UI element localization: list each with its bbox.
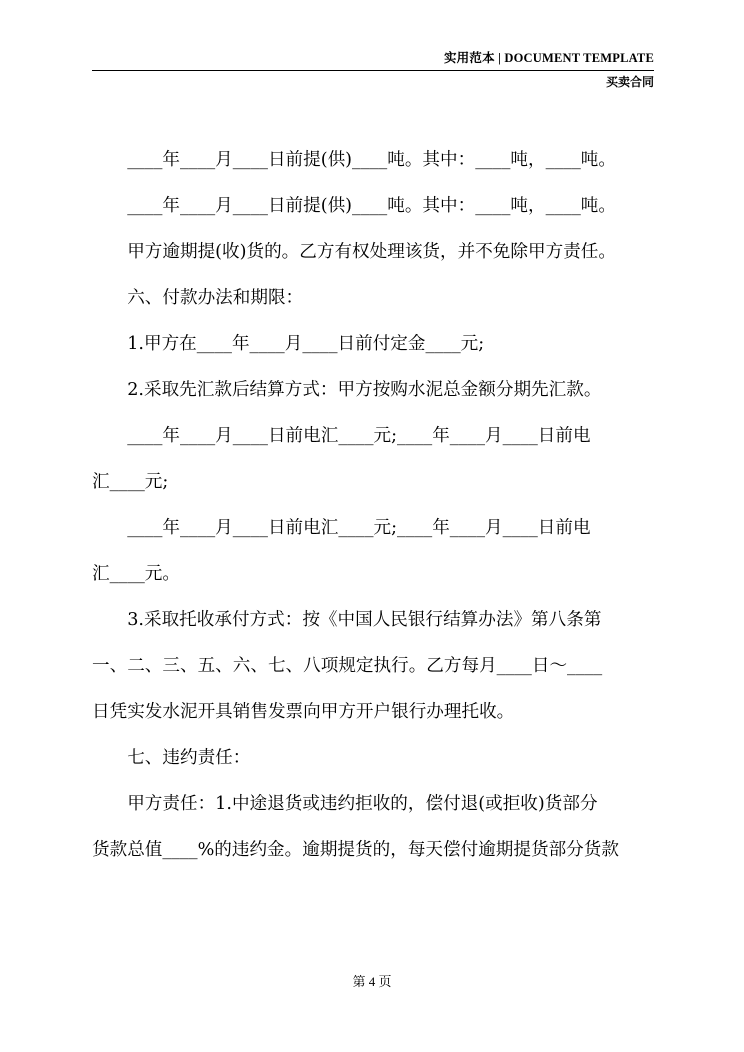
body-line: 日凭实发水泥开具销售发票向甲方开户银行办理托收。	[92, 702, 515, 722]
document-body	[92, 137, 656, 873]
body-line: ____年____月____日前提(供)____吨。其中：____吨，____吨。	[92, 150, 616, 170]
body-line: 1.甲方在____年____月____日前付定金____元;	[92, 334, 485, 354]
header-divider	[92, 70, 654, 71]
body-line: ____年____月____日前电汇____元;____年____月____日前电	[92, 426, 591, 446]
section-heading-liability: 七、违约责任：	[92, 748, 251, 768]
body-line: 2.采取先汇款后结算方式：甲方按购水泥总金额分期先汇款。	[92, 380, 602, 400]
body-line: 3.采取托收承付方式：按《中国人民银行结算办法》第八条第	[92, 610, 602, 630]
section-heading-payment: 六、付款办法和期限：	[92, 288, 304, 308]
body-line: 汇____元;	[92, 472, 169, 492]
body-line: ____年____月____日前提(供)____吨。其中：____吨，____吨。	[92, 196, 616, 216]
body-line: 汇____元。	[92, 564, 180, 584]
body-line: 甲方逾期提(收)货的。乙方有权处理该货，并不免除甲方责任。	[92, 242, 616, 262]
page-header	[92, 50, 654, 90]
body-line: 甲方责任：1.中途退货或违约拒收的，偿付退(或拒收)货部分	[92, 794, 598, 814]
header-subtitle: 买卖合同	[605, 75, 654, 89]
header-title: 实用范本 | DOCUMENT TEMPLATE	[443, 51, 654, 65]
page-number: 第 4 页	[352, 974, 392, 989]
body-line: 一、二、三、五、六、七、八项规定执行。乙方每月____日～____	[92, 656, 603, 676]
body-line: 货款总值____%的违约金。逾期提货的，每天偿付逾期提货部分货款	[92, 840, 619, 860]
body-line: ____年____月____日前电汇____元;____年____月____日前电	[92, 518, 591, 538]
